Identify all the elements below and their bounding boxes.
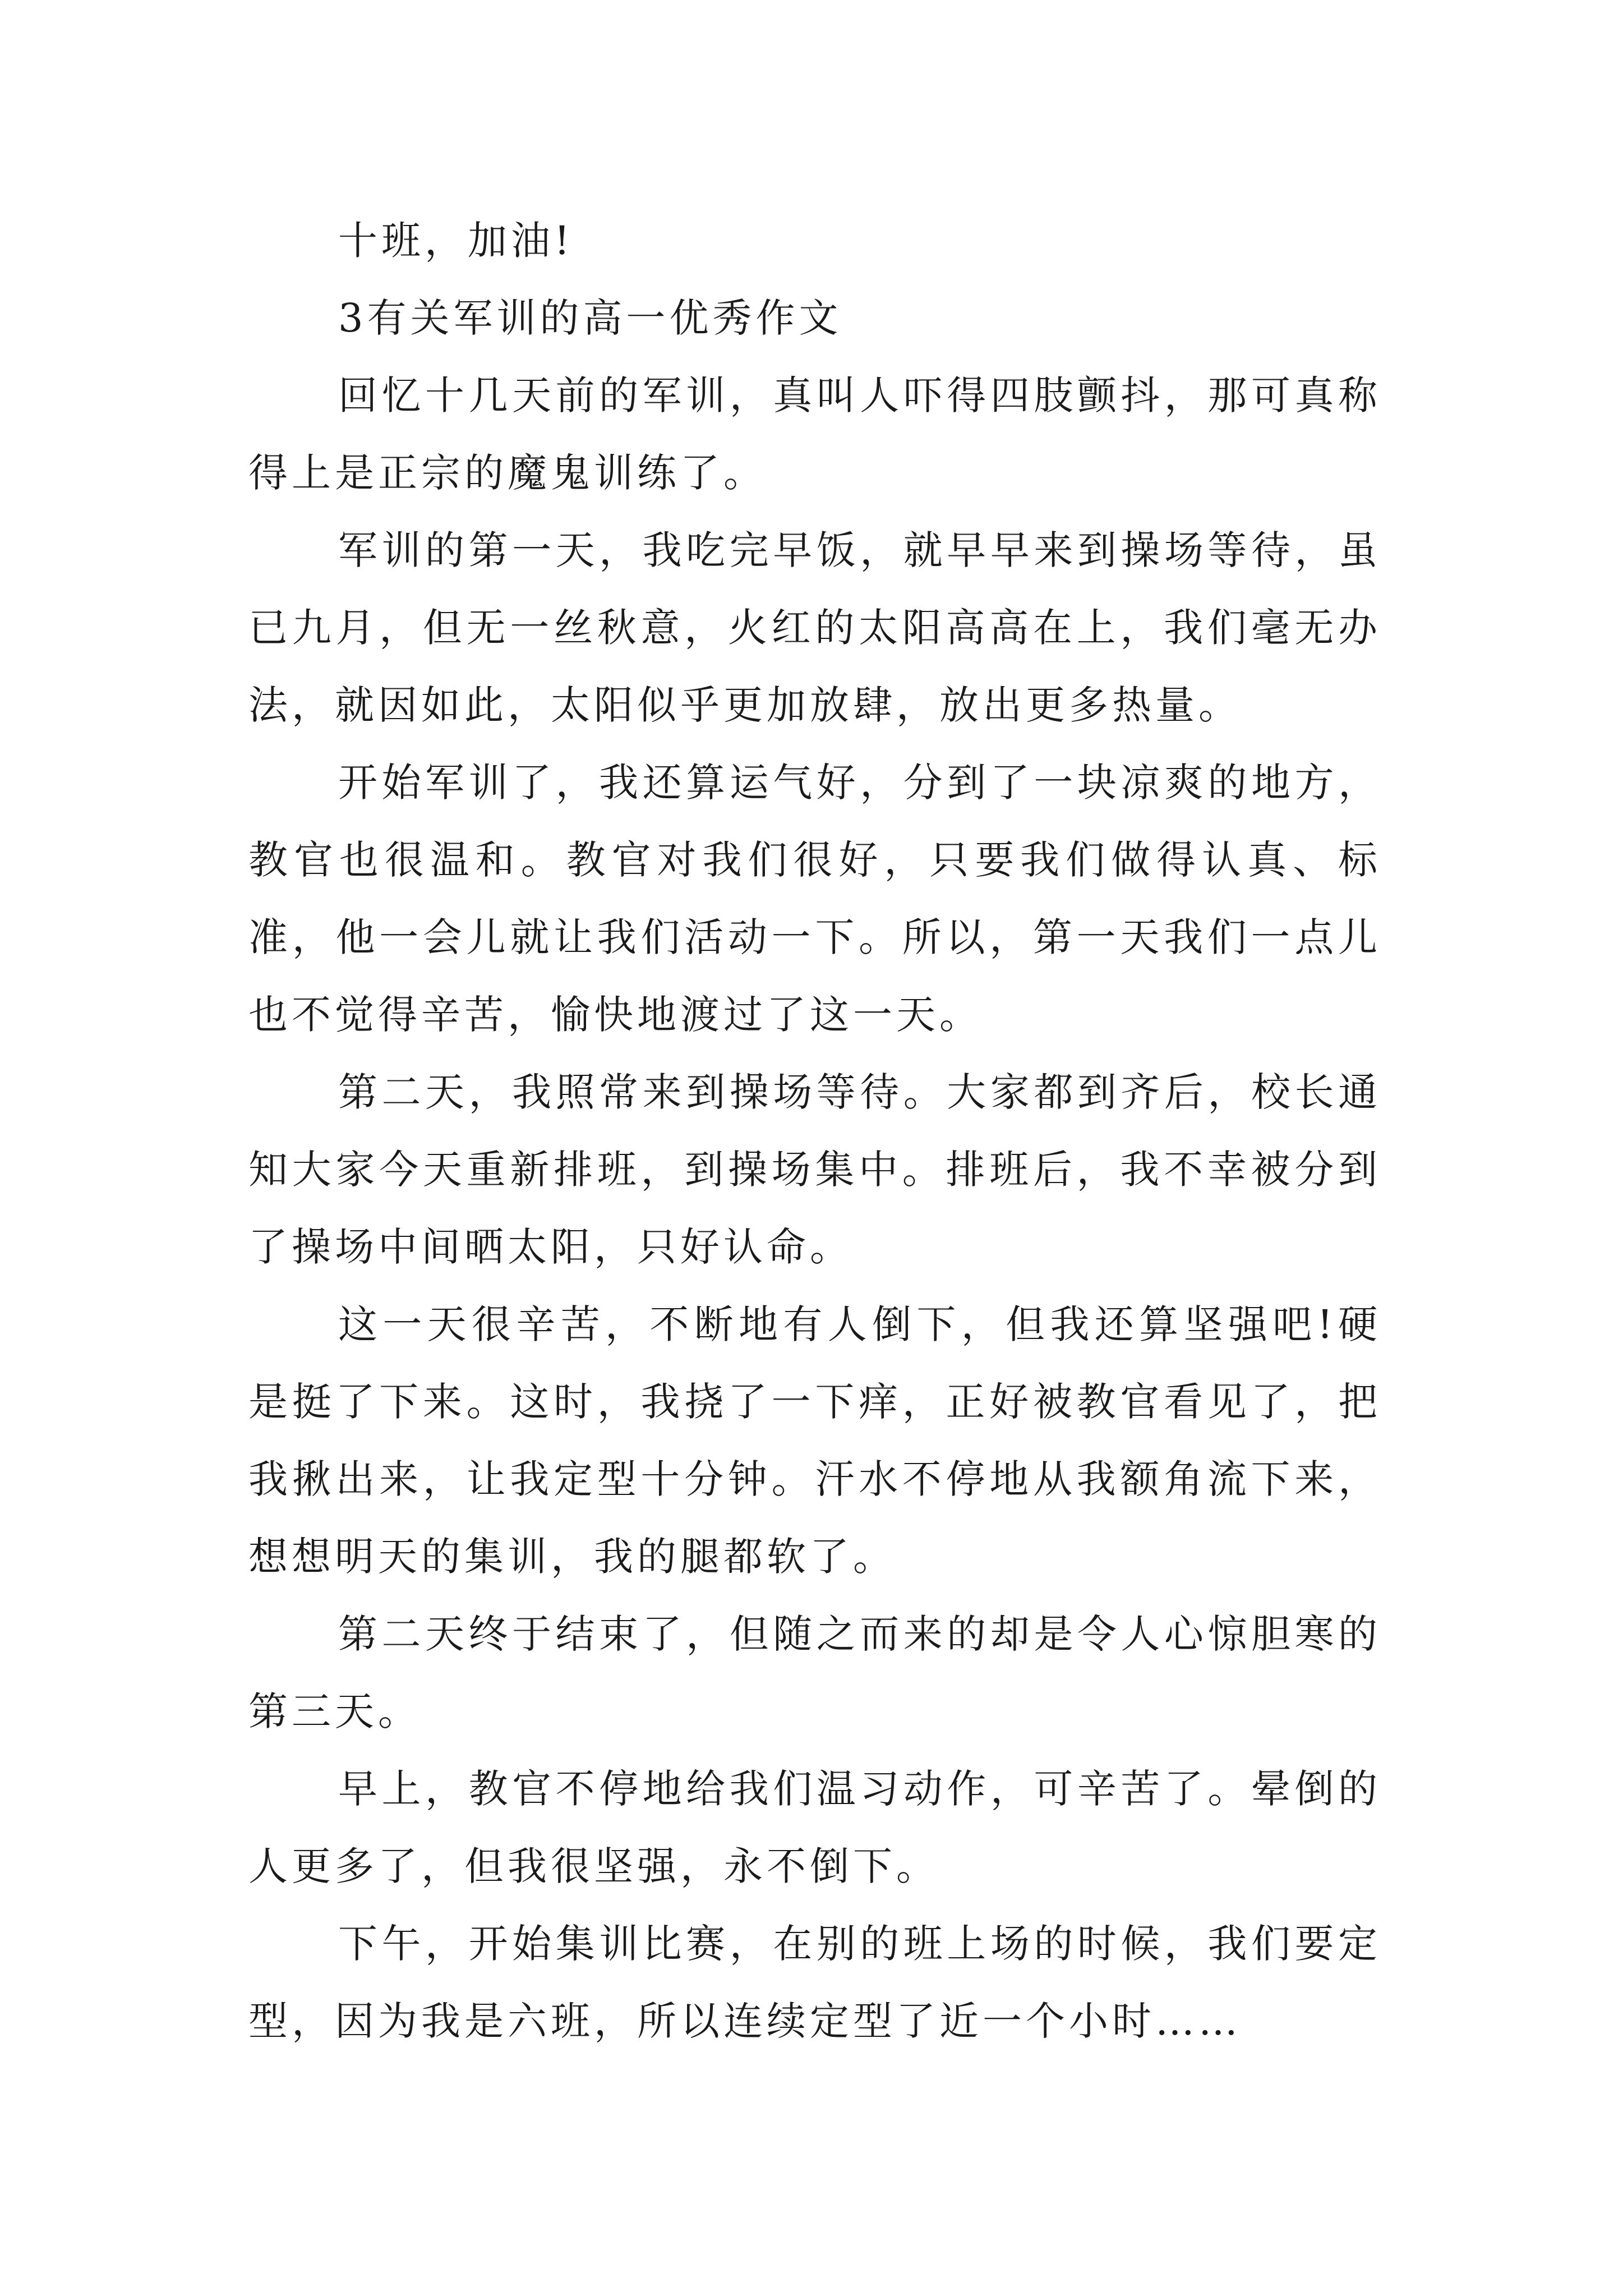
paragraph-2: 军训的第一天，我吃完早饭，就早早来到操场等待，虽已九月，但无一丝秋意，火红的太阳高高在上，我们毫无办法，就因如此，太阳似乎更加放肆，放出更多热量。 bbox=[248, 527, 1381, 728]
paragraph-1: 回忆十几天前的军训，真叫人吓得四肢颤抖，那可真称得上是正宗的魔鬼训练了。 bbox=[248, 372, 1381, 496]
article-title: 3有关军训的高一优秀作文 bbox=[338, 295, 842, 341]
paragraph-4: 第二天，我照常来到操场等待。大家都到齐后，校长通知大家今天重新排班，到操场集中。排班后，我不幸被分到了操场中间晒太阳，只好认命。 bbox=[248, 1069, 1381, 1270]
paragraph-cheer: 十班，加油! bbox=[338, 218, 574, 264]
paragraph-5: 这一天很辛苦，不断地有人倒下，但我还算坚强吧!硬是挺了下来。这时，我挠了一下痒，正好被教官看见了，把我揪出来，让我定型十分钟。汗水不停地从我额角流下来，想想明天的集训，我的腿都软了。 bbox=[248, 1301, 1381, 1580]
paragraph-7: 早上，教官不停地给我们温习动作，可辛苦了。晕倒的人更多了，但我很坚强，永不倒下。 bbox=[248, 1766, 1381, 1889]
paragraph-3: 开始军训了，我还算运气好，分到了一块凉爽的地方，教官也很温和。教官对我们很好，只要我们做得认真、标准，他一会儿就让我们活动一下。所以，第一天我们一点儿也不觉得辛苦，愉快地渡过了这一天。 bbox=[248, 760, 1381, 1038]
paragraph-6: 第二天终于结束了，但随之而来的却是令人心惊胆寒的第三天。 bbox=[248, 1611, 1381, 1734]
article-body bbox=[248, 202, 1381, 2060]
paragraph-8: 下午，开始集训比赛，在别的班上场的时候，我们要定型，因为我是六班，所以连续定型了近一个小时…… bbox=[248, 1921, 1381, 2044]
